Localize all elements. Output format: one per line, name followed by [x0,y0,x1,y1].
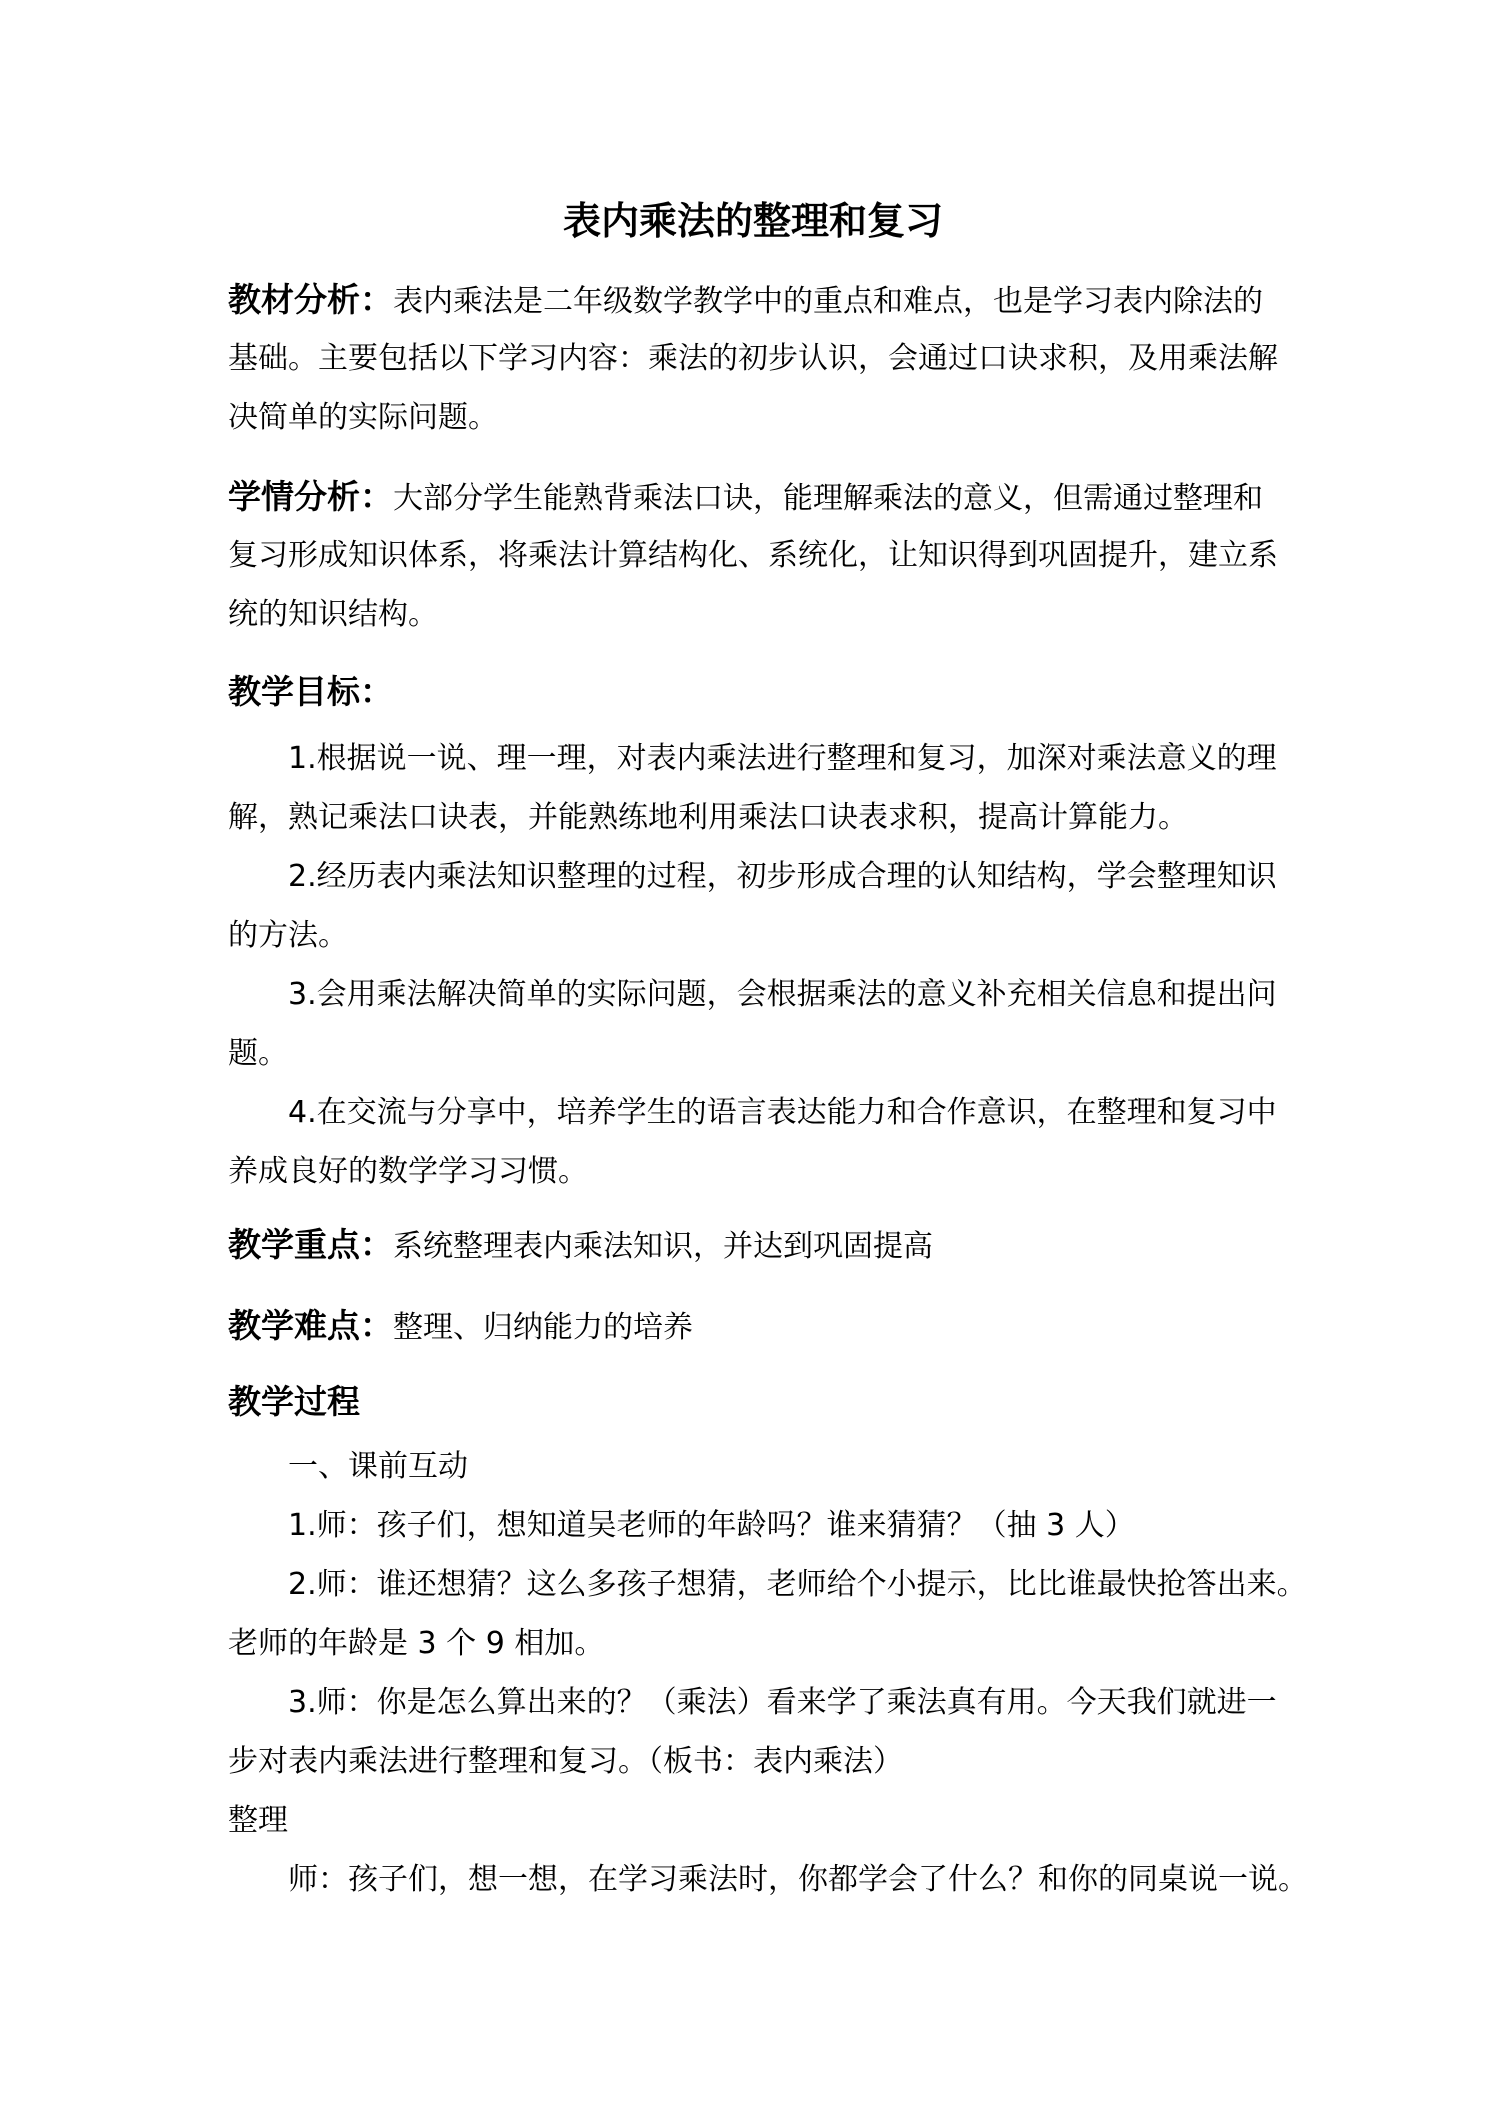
process-step-1: 1.师：孩子们，想知道吴老师的年龄吗？谁来猜猜？（抽 3 人） [288,1508,1135,1543]
objective-2-line-2: 的方法。 [228,918,348,953]
key-point-text: 系统整理表内乘法知识，并达到巩固提高 [393,1229,933,1264]
learning-analysis-line-2: 复习形成知识体系，将乘法计算结构化、系统化，让知识得到巩固提升，建立系 [228,538,1278,573]
objective-4-line-2: 养成良好的数学学习习惯。 [228,1154,588,1189]
objective-3-line-2: 题。 [228,1036,288,1071]
key-point-section [228,1215,1278,1274]
objectives-list [228,729,1278,1201]
objective-2-line-1: 2.经历表内乘法知识整理的过程，初步形成合理的认知结构，学会整理知识 [288,859,1277,894]
objective-1-line-2: 解，熟记乘法口诀表，并能熟练地利用乘法口诀表求积，提高计算能力。 [228,800,1188,835]
process-heading: 教学过程 [228,1382,360,1421]
process-teacher-prompt: 师：孩子们，想一想，在学习乘法时，你都学会了什么？和你的同桌说一说。 [288,1862,1308,1897]
learning-analysis-heading: 学情分析： [228,477,393,516]
key-point-heading: 教学重点： [228,1225,393,1264]
learning-analysis-section [228,467,1278,644]
learning-analysis-line-1: 大部分学生能熟背乘法口诀，能理解乘法的意义，但需通过整理和 [393,481,1263,516]
difficulty-text: 整理、归纳能力的培养 [393,1310,693,1345]
difficulty-section [228,1296,1278,1355]
process-part-1-title: 一、课前互动 [288,1449,468,1484]
difficulty-heading: 教学难点： [228,1306,393,1345]
objectives-heading: 教学目标： [228,672,393,711]
process-step-2-line-1: 2.师：谁还想猜？这么多孩子想猜，老师给个小提示，比比谁最快抢答出来。 [288,1567,1307,1602]
document-title: 表内乘法的整理和复习 [562,199,943,243]
process-step-2-line-2: 老师的年龄是 3 个 9 相加。 [228,1626,605,1661]
material-analysis-section [228,270,1278,447]
objective-3-line-1: 3.会用乘法解决简单的实际问题，会根据乘法的意义补充相关信息和提出问 [288,977,1277,1012]
process-step-3-line-2: 步对表内乘法进行整理和复习。（板书：表内乘法） [228,1744,903,1779]
learning-analysis-line-3: 统的知识结构。 [228,597,438,632]
process-step-3-line-1: 3.师：你是怎么算出来的？（乘法）看来学了乘法真有用。今天我们就进一 [288,1685,1277,1720]
material-analysis-line-3: 决简单的实际问题。 [228,400,498,435]
material-analysis-heading: 教材分析： [228,280,393,319]
process-body [228,1437,1308,1909]
objective-1-line-1: 1.根据说一说、理一理，对表内乘法进行整理和复习，加深对乘法意义的理 [288,741,1277,776]
material-analysis-line-1: 表内乘法是二年级数学教学中的重点和难点，也是学习表内除法的 [393,284,1263,319]
material-analysis-line-2: 基础。主要包括以下学习内容：乘法的初步认识，会通过口诀求积，及用乘法解 [228,341,1278,376]
process-part-2-title: 整理 [228,1803,288,1838]
objective-4-line-1: 4.在交流与分享中，培养学生的语言表达能力和合作意识，在整理和复习中 [288,1095,1277,1130]
